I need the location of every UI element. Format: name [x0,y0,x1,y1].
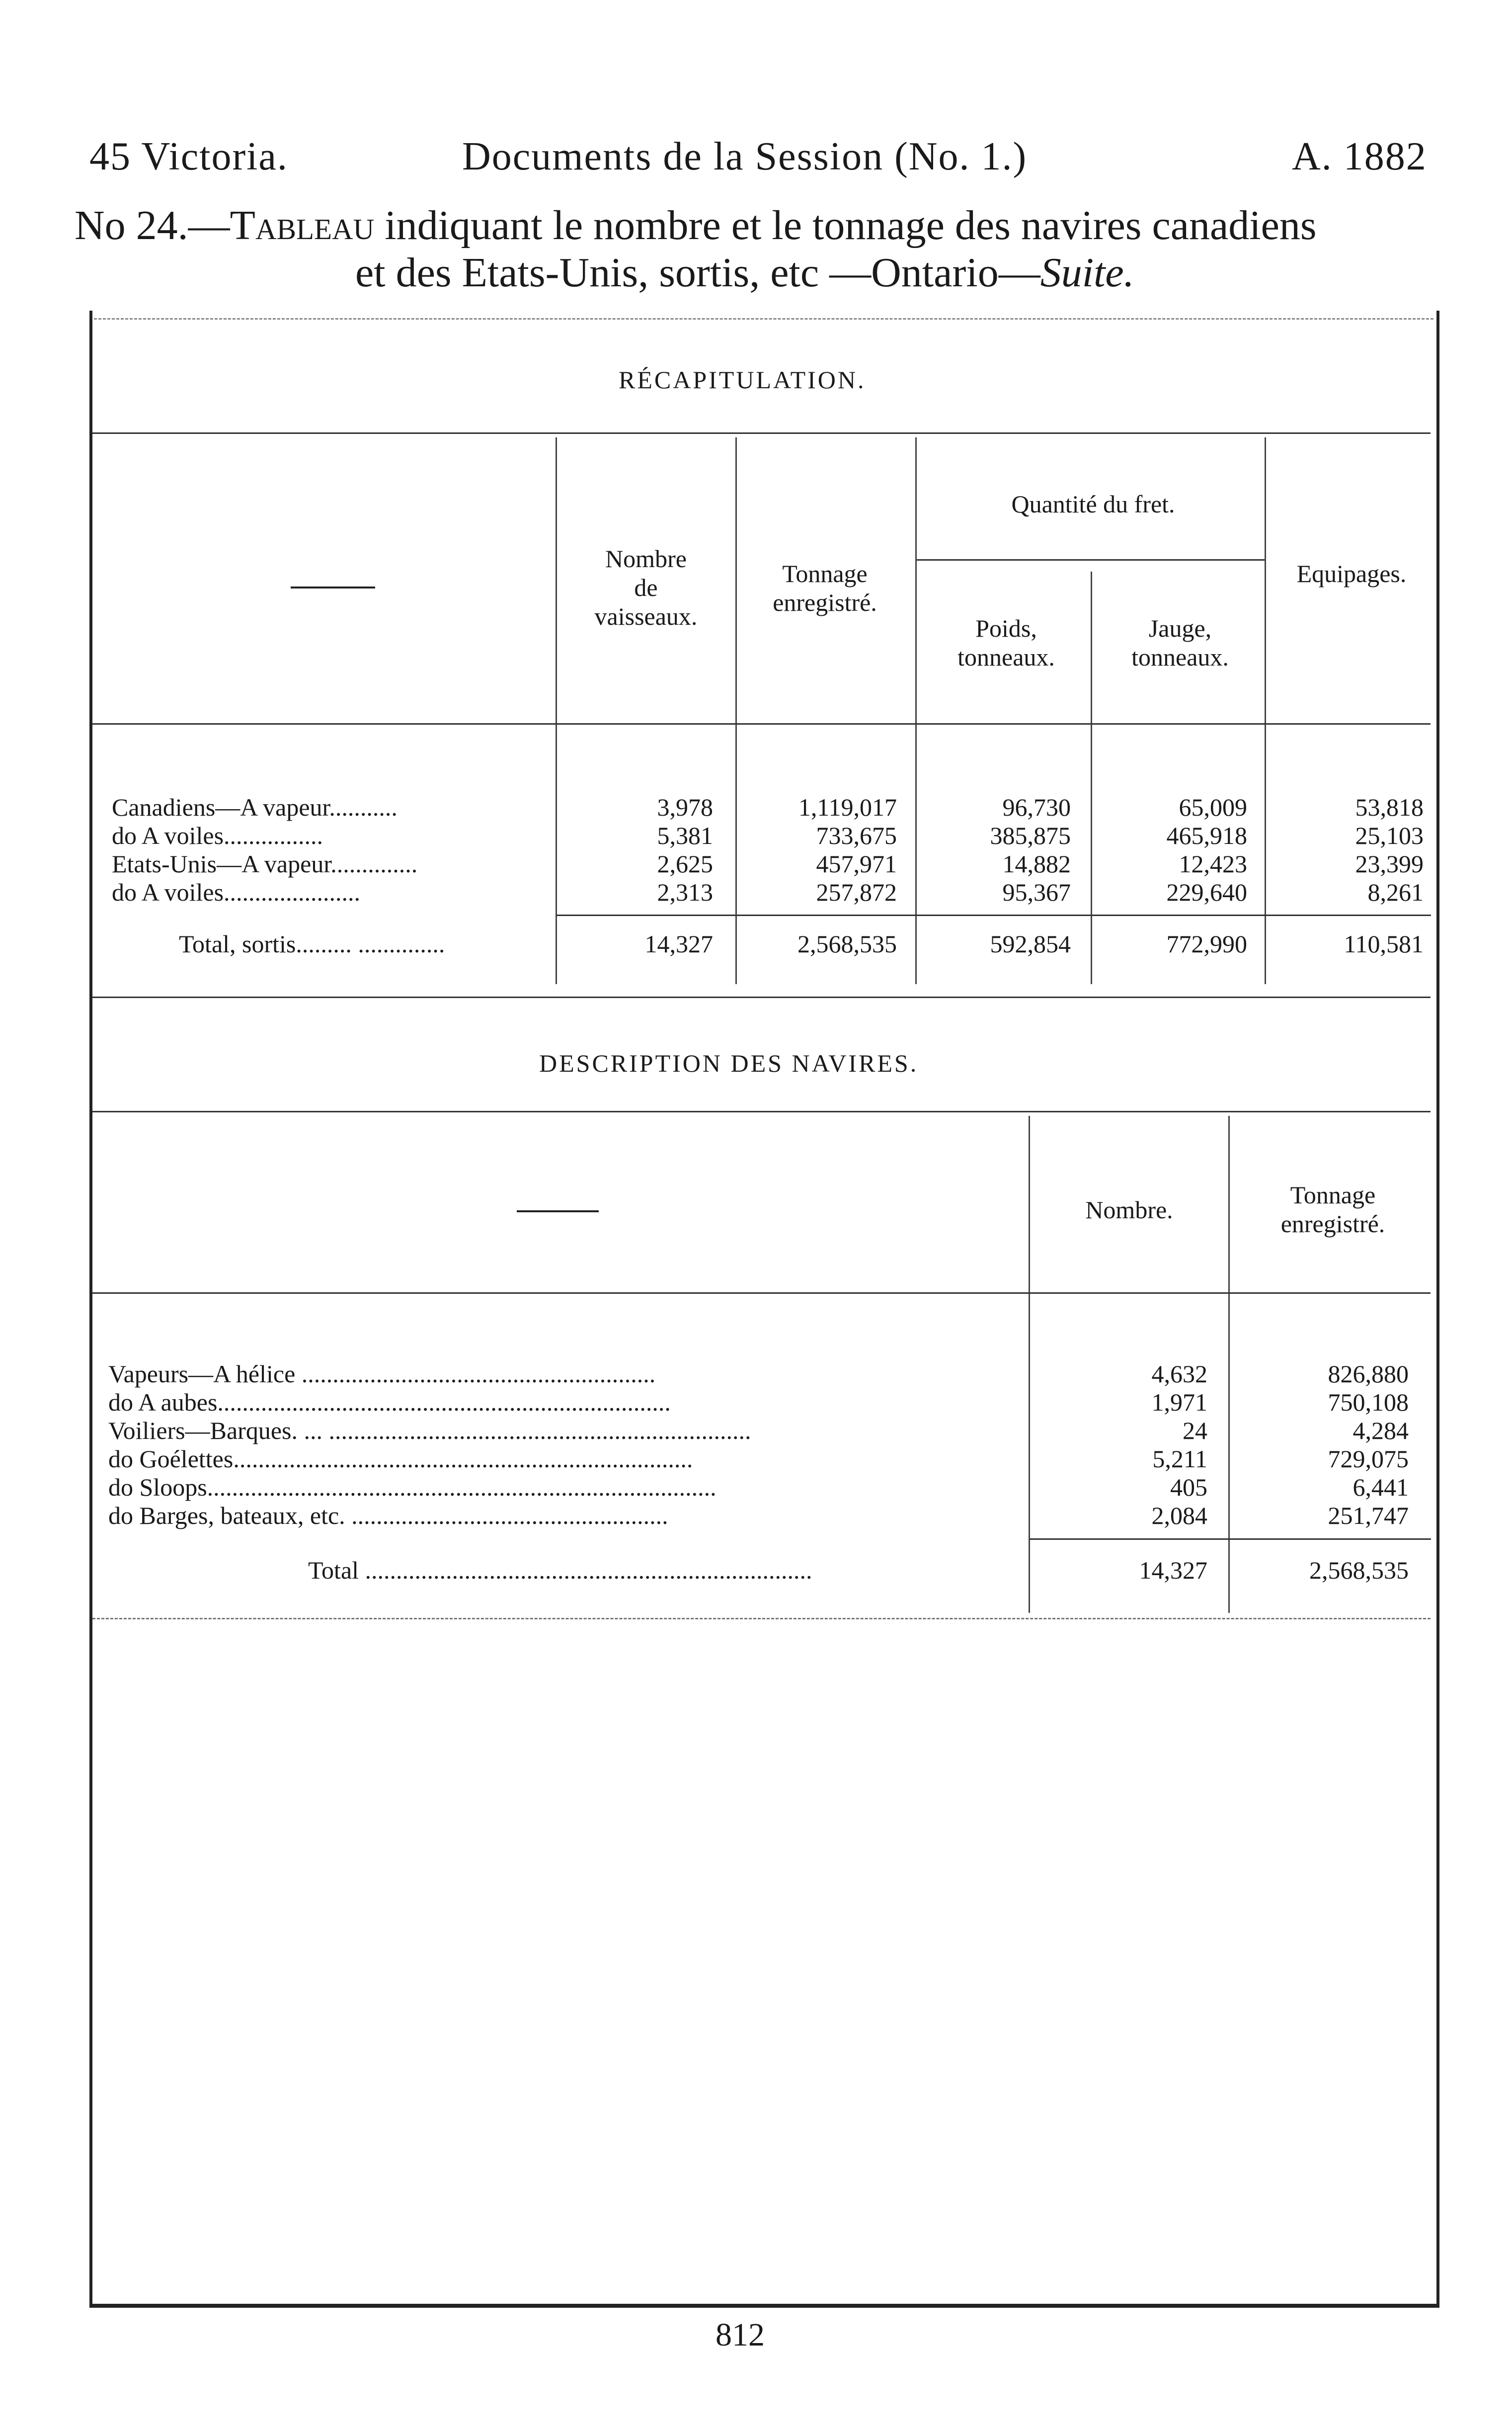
cell-tonnage: 6,441 [1353,1473,1409,1501]
header-center: Documents de la Session (No. 1.) [462,135,1028,178]
title-tableau: Tableau [230,202,375,249]
cell-tonnage: 457,971 [816,850,897,878]
recap-blank-dash [291,587,375,588]
cell-poids: 14,882 [1002,850,1071,878]
total-tonnage: 2,568,535 [1309,1556,1409,1584]
recap-col-jauge: Jauge, tonneaux. [1131,614,1229,671]
row-label: do Barges, bateaux, etc. ................................................... [108,1502,668,1529]
table-title-line2 [355,249,1134,297]
cell-tonnage: 4,284 [1353,1417,1409,1444]
cell-tonnage: 750,108 [1328,1388,1409,1416]
title-prefix: No 24.— [75,202,230,249]
row-label: Etats-Unis—A vapeur.............. [112,850,418,878]
total-label: Total ........................................................................ [308,1556,812,1584]
desc-header-rule [92,1292,1431,1294]
desc-blank-dash [517,1210,599,1212]
cell-poids: 95,367 [1002,878,1071,906]
recap-col-fret: Quantité du fret. [1011,490,1175,518]
row-label: do A aubes......................................................................... [108,1388,671,1416]
cell-tonnage: 257,872 [816,878,897,906]
cell-poids: 385,875 [990,822,1071,849]
recap-fret-rule [917,559,1265,561]
cell-nombre: 2,084 [1151,1502,1207,1529]
total-label: Total, sortis......... .............. [179,930,445,958]
desc-bottom-rule [92,1618,1431,1619]
recap-col-rule-5 [1265,437,1266,984]
recap-col-nombre: Nombre de vaisseaux. [594,545,698,630]
total-nombre: 14,327 [644,930,713,958]
cell-tonnage: 826,880 [1328,1360,1409,1388]
cell-tonnage: 251,747 [1328,1502,1409,1529]
cell-nombre: 5,211 [1152,1445,1207,1473]
recap-col-rule-2 [735,437,737,984]
cell-tonnage: 729,075 [1328,1445,1409,1473]
cell-equipages: 8,261 [1367,878,1424,906]
row-label: do Sloops.................................................................................. [108,1473,716,1501]
total-tonnage: 2,568,535 [797,930,897,958]
total-equipages: 110,581 [1344,930,1424,958]
recap-title: RÉCAPITULATION. [619,366,866,394]
desc-sum-rule [1030,1538,1431,1540]
recap-title-rule [92,432,1431,434]
recap-col-rule-1 [556,437,557,984]
cell-jauge: 12,423 [1179,850,1247,878]
cell-nombre: 5,381 [657,822,713,849]
row-label: Canadiens—A vapeur........... [112,793,398,821]
cell-nombre: 24 [1183,1417,1207,1444]
description-title-rule [92,1111,1431,1112]
recap-col-rule-4 [1091,572,1092,984]
cell-jauge: 65,009 [1179,793,1247,821]
row-label: do A voiles................ [112,822,323,849]
header-right: A. 1882 [1292,135,1427,178]
recap-col-tonnage: Tonnage enregistré. [773,560,877,616]
cell-tonnage: 1,119,017 [798,793,897,821]
total-poids: 592,854 [990,930,1071,958]
cell-nombre: 3,978 [657,793,713,821]
title-line1-rest: indiquant le nombre et le tonnage des navires canadiens [374,202,1317,249]
page-number: 812 [716,2317,765,2353]
recap-sum-rule [557,915,1431,916]
recap-header-rule [92,723,1431,725]
recap-bottom-rule [92,997,1431,998]
total-nombre: 14,327 [1139,1556,1207,1584]
title-suite: Suite. [1040,250,1134,296]
title-line2-text: et des Etats-Unis, sortis, etc —Ontario— [355,250,1040,296]
total-jauge: 772,990 [1166,930,1247,958]
cell-nombre: 1,971 [1151,1388,1207,1416]
row-label: do A voiles...................... [112,878,361,906]
header-left: 45 Victoria. [89,135,288,178]
cell-equipages: 53,818 [1355,793,1424,821]
desc-col-nombre: Nombre. [1085,1196,1173,1224]
cell-poids: 96,730 [1002,793,1071,821]
cell-nombre: 2,625 [657,850,713,878]
recap-col-equipages: Equipages. [1296,560,1407,588]
row-label: do Goélettes.......................................................................... [108,1445,693,1473]
cell-jauge: 229,640 [1166,878,1247,906]
cell-equipages: 25,103 [1355,822,1424,849]
cell-tonnage: 733,675 [816,822,897,849]
description-title: DESCRIPTION DES NAVIRES. [539,1049,919,1077]
row-label: Vapeurs—A hélice ......................................................... [108,1360,656,1388]
row-label: Voiliers—Barques. ... .................................................................... [108,1417,751,1444]
table-title-line1 [75,201,1317,250]
desc-col-tonnage: Tonnage enregistré. [1280,1181,1385,1238]
cell-equipages: 23,399 [1355,850,1424,878]
cell-nombre: 4,632 [1151,1360,1207,1388]
cell-jauge: 465,918 [1166,822,1247,849]
cell-nombre: 405 [1170,1473,1207,1501]
recap-col-rule-3 [915,437,917,984]
cell-nombre: 2,313 [657,878,713,906]
recap-col-poids: Poids, tonneaux. [957,614,1055,671]
